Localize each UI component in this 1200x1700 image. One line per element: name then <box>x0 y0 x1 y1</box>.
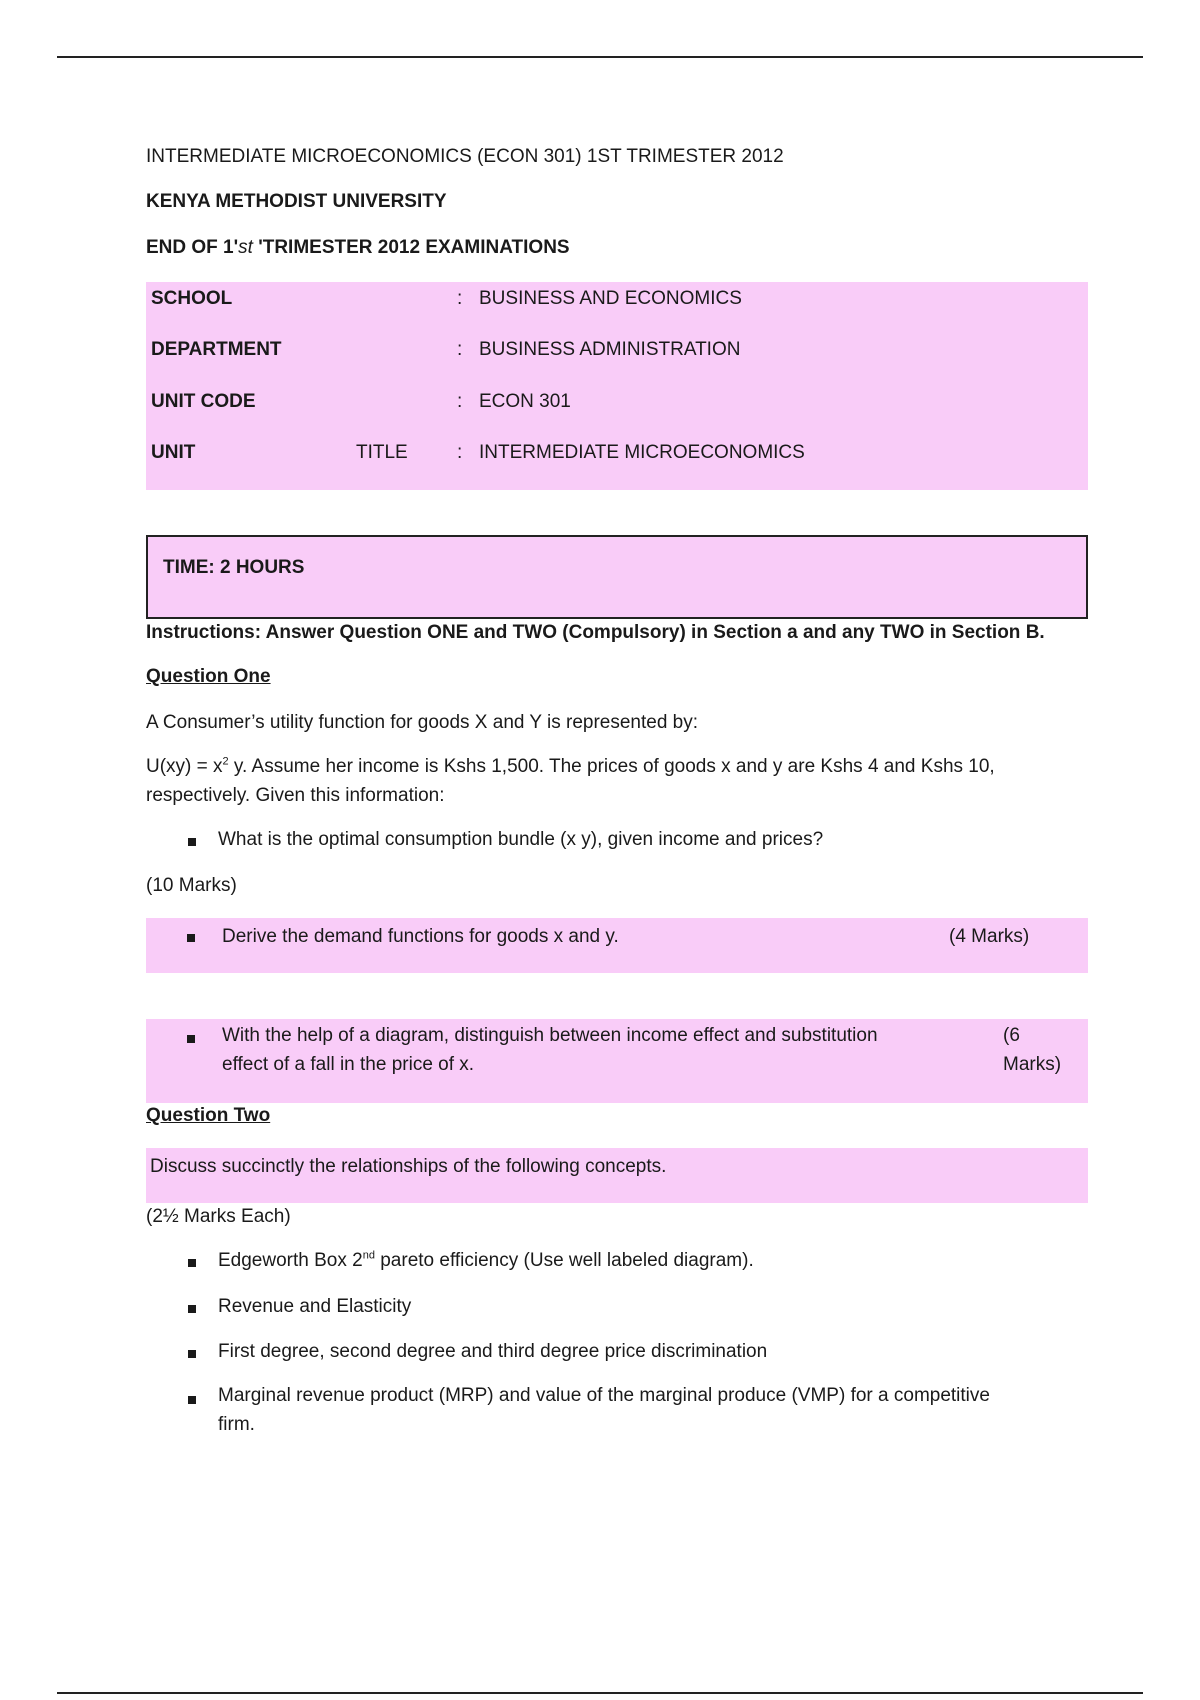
q1-bullet-3-marks-2: Marks) <box>1003 1054 1062 1075</box>
q1-utility-sup: 2 <box>222 755 229 768</box>
info-row-unit-code <box>151 391 1081 415</box>
q1-bullet-3-line2: effect of a fall in the price of x. <box>222 1054 475 1075</box>
q1-bullet-1-marks: (10 Marks) <box>146 875 237 896</box>
q1-bullet-2-marks: (4 Marks) <box>949 926 1030 947</box>
q1-bullet-1: What is the optimal consumption bundle (x y), given income and prices? <box>218 829 824 850</box>
q1-bullet-3-marks <box>1003 1021 1061 1079</box>
q2-item-4-line2: firm. <box>218 1414 255 1435</box>
info-box <box>146 282 1088 490</box>
exam-title-st: st <box>238 237 253 258</box>
bullet-icon <box>188 1350 196 1358</box>
q2-item-4-line1: Marginal revenue product (MRP) and value of the marginal produce (VMP) for a competitive <box>218 1385 990 1406</box>
q2-item-3: First degree, second degree and third degree price discrimination <box>218 1341 768 1362</box>
info-label-secondary: TITLE <box>356 442 408 463</box>
info-label: SCHOOL <box>151 288 233 309</box>
info-colon: : <box>457 391 463 412</box>
q2-item-1-sup: nd <box>362 1249 375 1262</box>
q1-utility-a: U(xy) = x <box>146 756 223 777</box>
info-value: BUSINESS ADMINISTRATION <box>479 339 741 360</box>
q2-discuss: Discuss succinctly the relationships of the following concepts. <box>150 1156 667 1177</box>
time-box <box>146 535 1088 619</box>
info-value: INTERMEDIATE MICROECONOMICS <box>479 442 805 463</box>
q1-item-2-box <box>146 918 1088 973</box>
q2-marks: (2½ Marks Each) <box>146 1206 291 1227</box>
q1-bullet-2: Derive the demand functions for goods x and y. <box>222 926 619 947</box>
info-label: UNIT <box>151 442 196 463</box>
question-one-heading: Question One <box>146 666 271 687</box>
info-colon: : <box>457 339 463 360</box>
bullet-icon <box>187 1035 195 1043</box>
course-line: INTERMEDIATE MICROECONOMICS (ECON 301) 1ST TRIMESTER 2012 <box>146 146 784 167</box>
q1-bullet-3 <box>222 1021 878 1079</box>
q1-utility-c: respectively. Given this information: <box>146 785 445 806</box>
q1-utility <box>146 752 1088 810</box>
q1-item-3-box <box>146 1019 1088 1103</box>
q1-intro: A Consumer’s utility function for goods X and Y is represented by: <box>146 712 699 733</box>
bullet-icon <box>188 838 196 846</box>
top-rule <box>57 56 1143 58</box>
q1-bullet-3-marks-1: (6 <box>1003 1025 1020 1046</box>
bullet-icon <box>188 1396 196 1404</box>
info-value: ECON 301 <box>479 391 571 412</box>
q2-item-1 <box>218 1250 754 1272</box>
time-label: TIME: 2 HOURS <box>163 557 305 578</box>
q2-item-4 <box>218 1381 990 1439</box>
bullet-icon <box>188 1305 196 1313</box>
university-name: KENYA METHODIST UNIVERSITY <box>146 191 447 212</box>
info-colon: : <box>457 288 463 309</box>
bottom-rule <box>57 1692 1143 1694</box>
question-two-heading: Question Two <box>146 1105 271 1126</box>
q2-discuss-box <box>146 1148 1088 1203</box>
info-label: DEPARTMENT <box>151 339 282 360</box>
info-row-unit-title <box>151 442 1081 466</box>
q1-utility-b: y. Assume her income is Kshs 1,500. The prices of goods x and y are Kshs 4 and Kshs 10, <box>228 756 995 777</box>
instructions: Instructions: Answer Question ONE and TWO (Compulsory) in Section a and any TWO in Section B. <box>146 622 1045 643</box>
info-row-school <box>151 288 1081 312</box>
bullet-icon <box>188 1259 196 1267</box>
bullet-icon <box>187 934 195 942</box>
q2-item-1-b: pareto efficiency (Use well labeled diagram). <box>374 1250 754 1271</box>
q2-item-1-a: Edgeworth Box 2 <box>218 1250 363 1271</box>
exam-title-post: 'TRIMESTER 2012 EXAMINATIONS <box>252 237 570 258</box>
info-label: UNIT CODE <box>151 391 256 412</box>
info-colon: : <box>457 442 463 463</box>
info-value: BUSINESS AND ECONOMICS <box>479 288 742 309</box>
info-row-department <box>151 339 1081 363</box>
exam-title <box>146 237 570 259</box>
exam-title-pre: END OF 1' <box>146 237 239 258</box>
q2-item-2: Revenue and Elasticity <box>218 1296 412 1317</box>
q1-bullet-3-line1: With the help of a diagram, distinguish between income effect and substitution <box>222 1025 878 1046</box>
